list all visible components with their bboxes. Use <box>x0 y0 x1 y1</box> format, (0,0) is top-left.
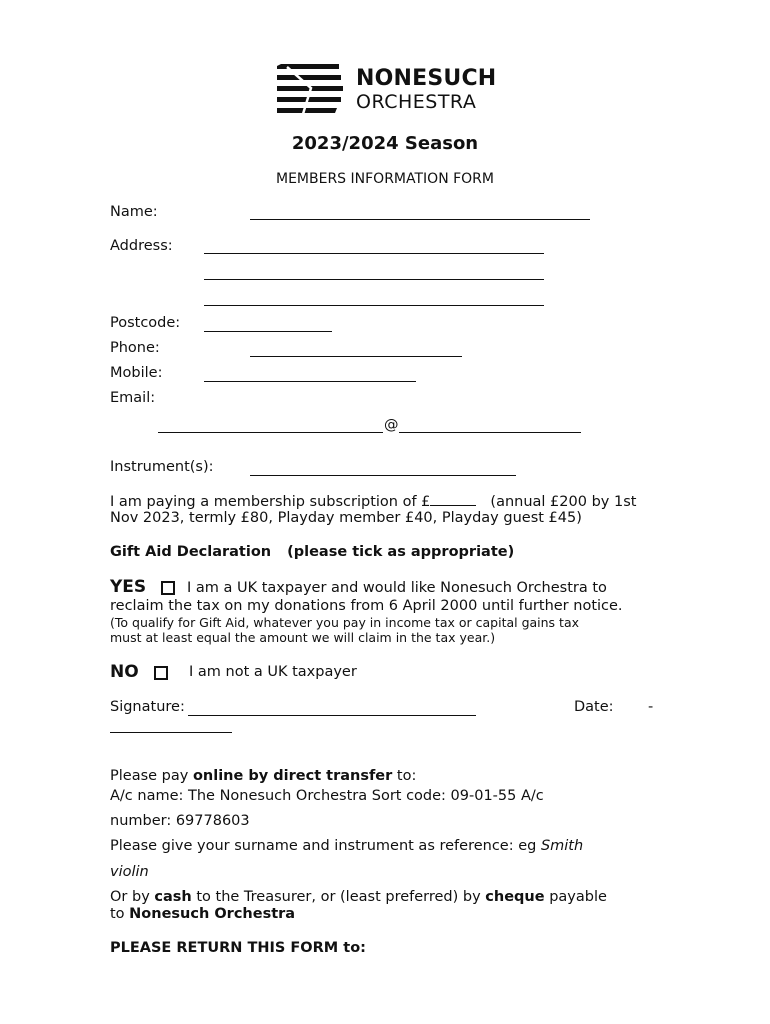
name-field[interactable] <box>250 219 590 220</box>
instruments-label: Instrument(s): <box>110 459 214 475</box>
date-dash: - <box>648 699 654 715</box>
no-label: NO <box>110 662 139 682</box>
payment-account-name: A/c name: The Nonesuch Orchestra Sort code: 09-01-55 A/c <box>110 788 544 804</box>
date-label: Date: <box>574 699 614 715</box>
payment-reference-line1 <box>110 838 583 854</box>
yes-checkbox[interactable] <box>161 581 175 595</box>
address-line-3[interactable] <box>204 305 544 306</box>
yes-note-line2: must at least equal the amount we will claim in the tax year.) <box>110 630 496 645</box>
yes-label: YES <box>110 577 147 597</box>
subscription-line2: Nov 2023, termly £80, Playday member £40, Playday guest £45) <box>110 510 582 526</box>
date-field[interactable] <box>110 732 232 733</box>
payment-cash-cheque-line1 <box>110 889 607 905</box>
payment-p1-pre: Please pay <box>110 768 193 784</box>
no-checkbox[interactable] <box>154 666 168 680</box>
p5-pre: Or by <box>110 889 155 905</box>
yes-text-line2: reclaim the tax on my donations from 6 April 2000 until further notice. <box>110 598 623 614</box>
subscription-line1-rest: (annual £200 by 1st <box>490 494 637 510</box>
yes-text-line1: I am a UK taxpayer and would like Nonesuch Orchestra to <box>187 580 607 596</box>
payment-p1-bold: online by direct transfer <box>192 768 393 784</box>
payment-account-number: number: 69778603 <box>110 813 250 829</box>
return-heading: PLEASE RETURN THIS FORM to: <box>110 940 366 956</box>
payment-ref-pre: Please give your surname and instrument as reference: eg <box>110 838 541 854</box>
logo-line1: NONESUCH <box>356 66 497 91</box>
email-domain-field[interactable] <box>399 432 581 433</box>
signature-label: Signature: <box>110 699 185 715</box>
payment-reference-line2: violin <box>110 864 149 880</box>
email-label: Email: <box>110 390 156 406</box>
logo-line2: ORCHESTRA <box>356 91 477 113</box>
payment-cash-cheque-line2 <box>110 906 295 922</box>
address-line-1[interactable] <box>204 253 544 254</box>
signature-field[interactable] <box>188 715 476 716</box>
p5-mid: to the Treasurer, or (least preferred) by <box>191 889 486 905</box>
gift-aid-heading <box>110 544 514 560</box>
phone-field[interactable] <box>250 356 462 357</box>
postcode-field[interactable] <box>204 331 332 332</box>
postcode-label: Postcode: <box>110 315 181 331</box>
phone-label: Phone: <box>110 340 160 356</box>
orchestra-logo-icon <box>277 64 343 116</box>
email-at-sign: @ <box>384 417 399 433</box>
p5-cash: cash <box>154 889 192 905</box>
gift-aid-note: (please tick as appropriate) <box>287 544 515 560</box>
subscription-text <box>110 493 636 510</box>
address-label: Address: <box>110 238 173 254</box>
payment-p1-post: to: <box>392 768 417 784</box>
subscription-amount-field[interactable] <box>430 493 476 506</box>
email-local-field[interactable] <box>158 432 383 433</box>
mobile-field[interactable] <box>204 381 416 382</box>
mobile-label: Mobile: <box>110 365 163 381</box>
instruments-field[interactable] <box>250 475 516 476</box>
yes-note-line1: (To qualify for Gift Aid, whatever you pay in income tax or capital gains tax <box>110 615 580 630</box>
p5-cheque: cheque <box>485 889 545 905</box>
name-label: Name: <box>110 204 158 220</box>
p6-pre: to <box>110 906 130 922</box>
address-line-2[interactable] <box>204 279 544 280</box>
no-text: I am not a UK taxpayer <box>189 664 357 680</box>
payment-line1 <box>110 768 416 784</box>
payment-ref-example1: Smith <box>540 838 584 854</box>
season-title: 2023/2024 Season <box>291 133 479 154</box>
gift-aid-title: Gift Aid Declaration <box>110 544 272 560</box>
p6-payee: Nonesuch Orchestra <box>129 906 296 922</box>
form-title: MEMBERS INFORMATION FORM <box>276 171 494 187</box>
p5-post: payable <box>544 889 607 905</box>
subscription-prefix: I am paying a membership subscription of £ <box>110 494 431 510</box>
